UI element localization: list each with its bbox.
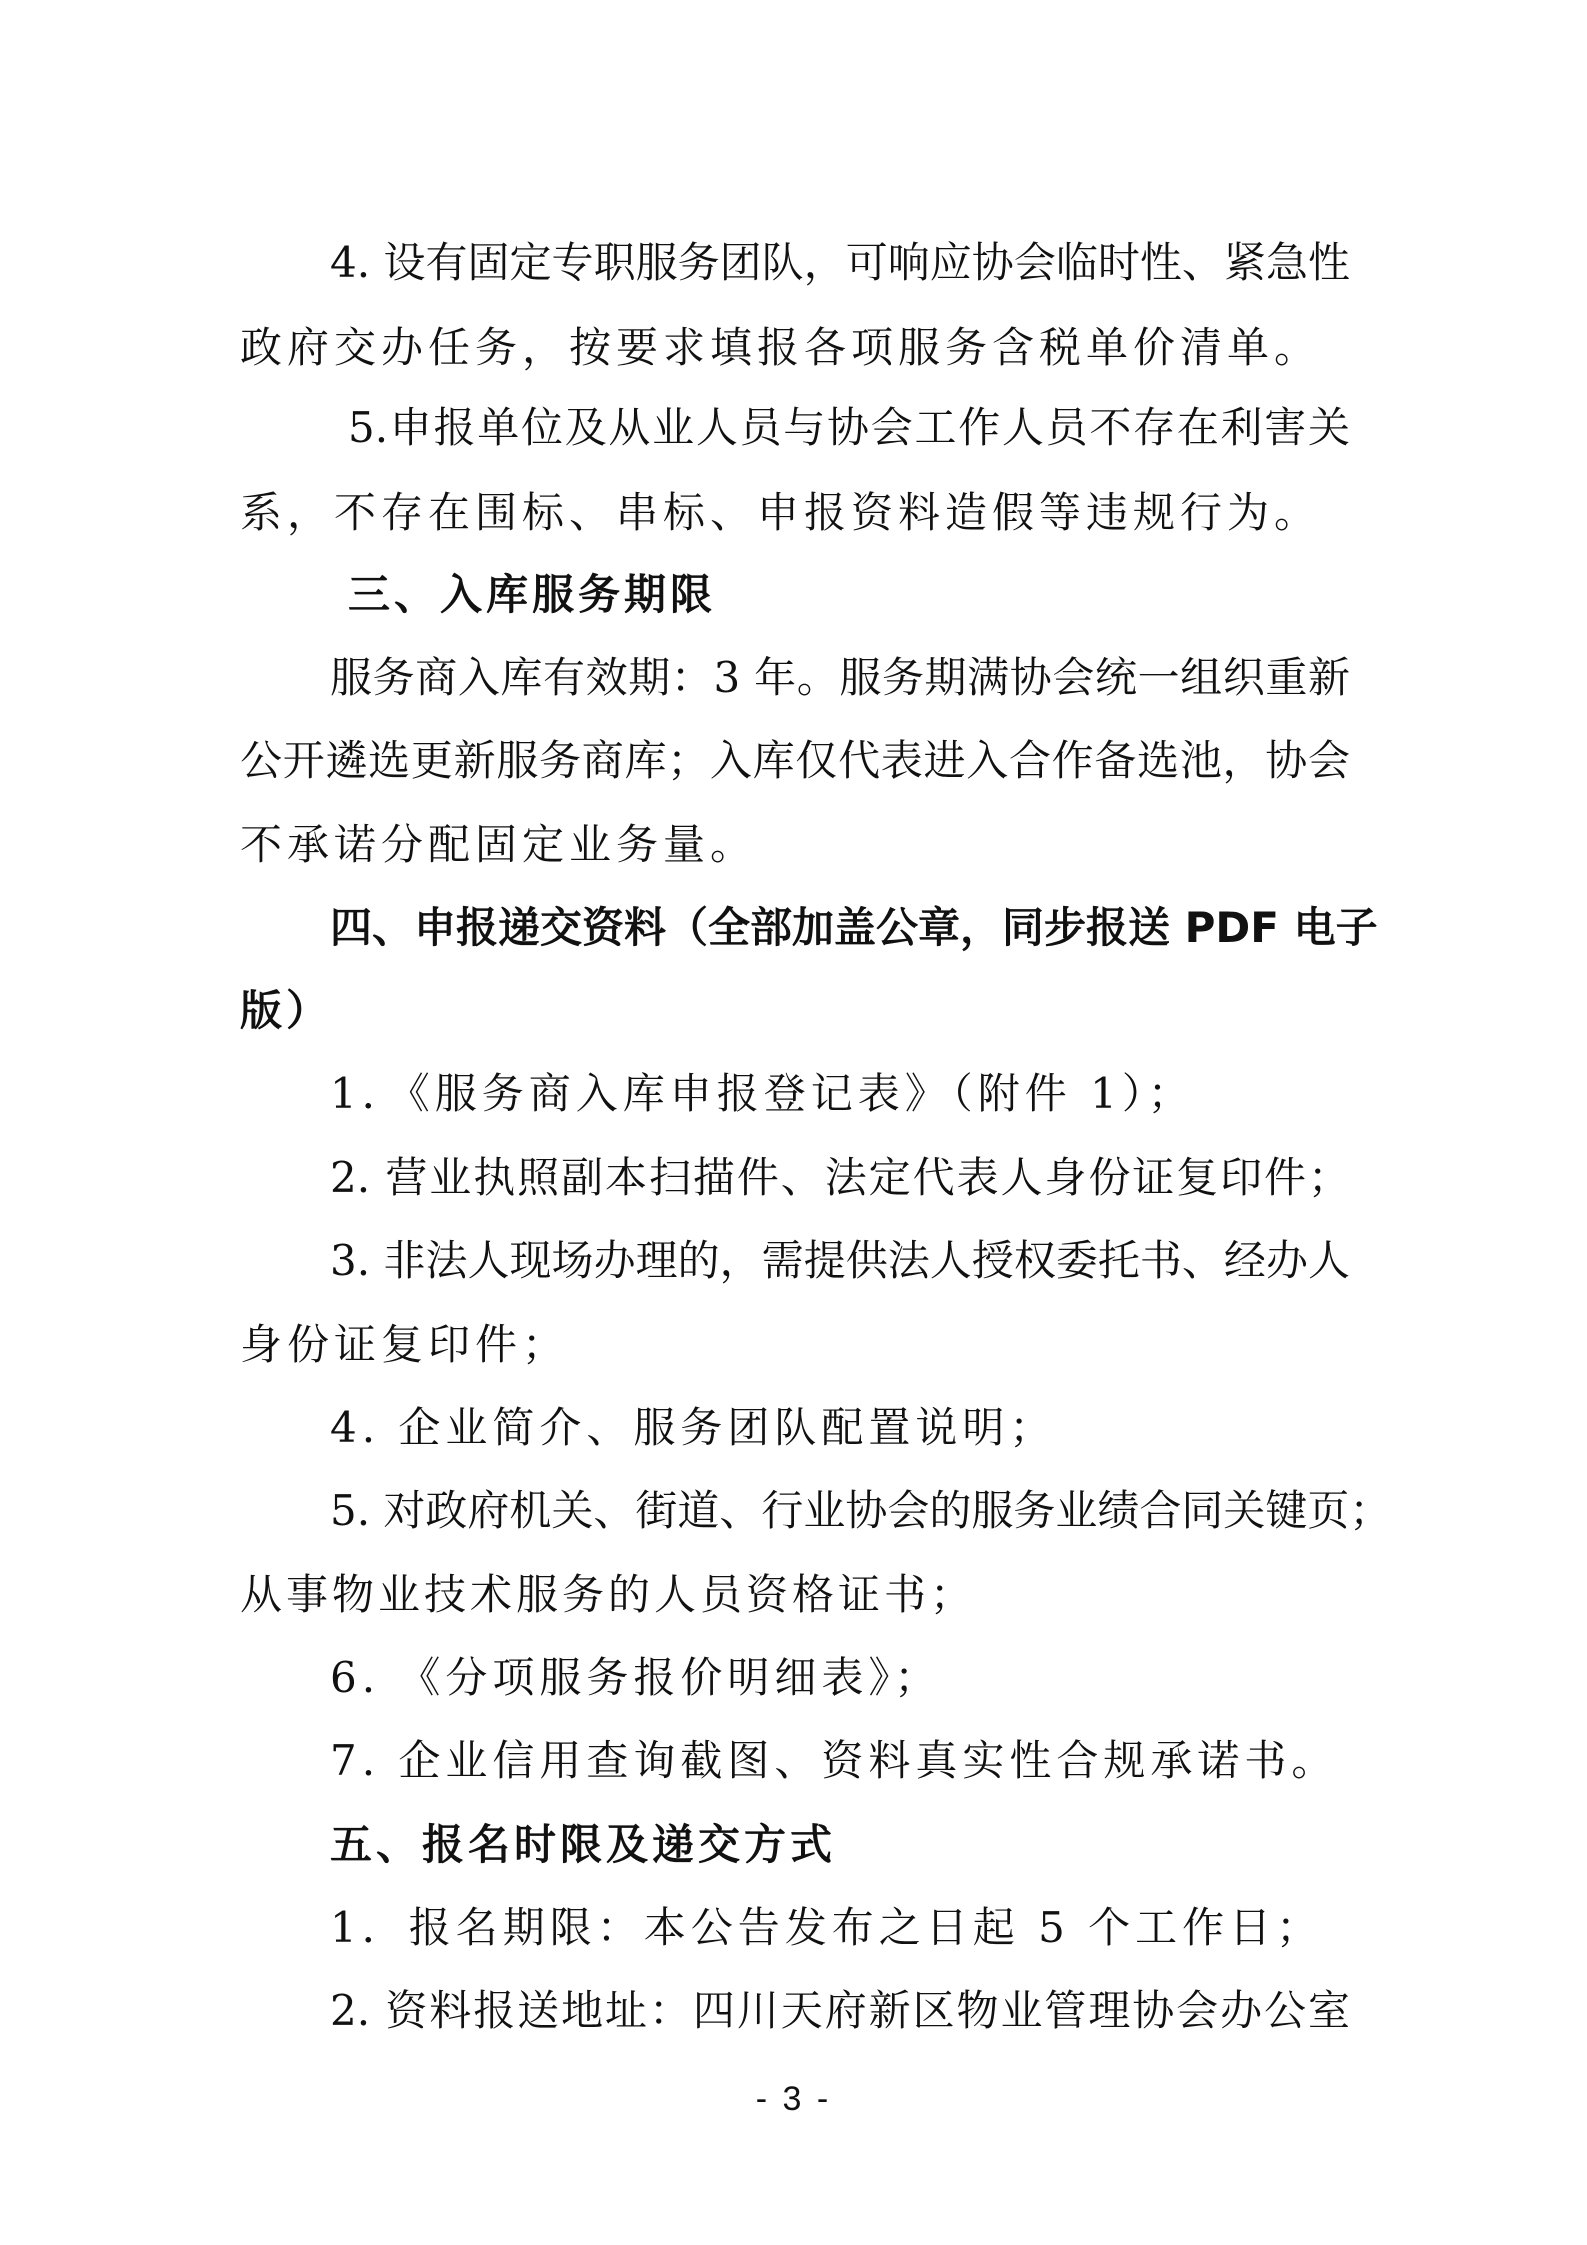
list-item-continued: 身份证复印件； [240, 1320, 570, 1369]
section-heading-3: 三、入库服务期限 [348, 570, 717, 619]
list-item: 1．报名期限：本公告发布之日起 5 个工作日； [330, 1903, 1324, 1952]
list-item: 4. 企业简介、服务团队配置说明； [330, 1403, 1057, 1452]
section-heading-4: 四、申报递交资料（全部加盖公章，同步报送 PDF 电子 [330, 903, 1378, 952]
page-number: - 3 - [755, 2080, 832, 2118]
body-text-line: 4. 设有固定专职服务团队，可响应协会临时性、紧急性 [330, 238, 1350, 287]
body-text-line: 公开遴选更新服务商库；入库仅代表进入合作备选池，协会 [240, 736, 1350, 785]
body-text-line: 系，不存在围标、串标、申报资料造假等违规行为。 [240, 488, 1322, 537]
list-item: 5. 对政府机关、街道、行业协会的服务业绩合同关键页； [330, 1486, 1392, 1535]
list-item: 6. 《分项服务报价明细表》； [330, 1653, 942, 1702]
list-item: 7. 企业信用查询截图、资料真实性合规承诺书。 [330, 1736, 1339, 1785]
body-text-line: 不承诺分配固定业务量。 [240, 820, 758, 869]
list-item: 2. 资料报送地址：四川天府新区物业管理协会办公室 [330, 1986, 1350, 2035]
body-text-line: 服务商入库有效期：3 年。服务期满协会统一组织重新 [330, 653, 1350, 702]
list-item-continued: 从事物业技术服务的人员资格证书； [240, 1570, 977, 1619]
body-text-line: 政府交办任务，按要求填报各项服务含税单价清单。 [240, 323, 1322, 372]
list-item: 3. 非法人现场办理的，需提供法人授权委托书、经办人 [330, 1236, 1350, 1285]
section-heading-5: 五、报名时限及递交方式 [330, 1820, 837, 1869]
list-item: 2. 营业执照副本扫描件、法定代表人身份证复印件； [330, 1153, 1350, 1202]
list-item: 1．《服务商入库申报登记表》（附件 1）； [330, 1069, 1195, 1118]
body-text-line: 5.申报单位及从业人员与协会工作人员不存在利害关 [348, 403, 1350, 452]
section-heading-4-continued: 版） [240, 986, 333, 1035]
